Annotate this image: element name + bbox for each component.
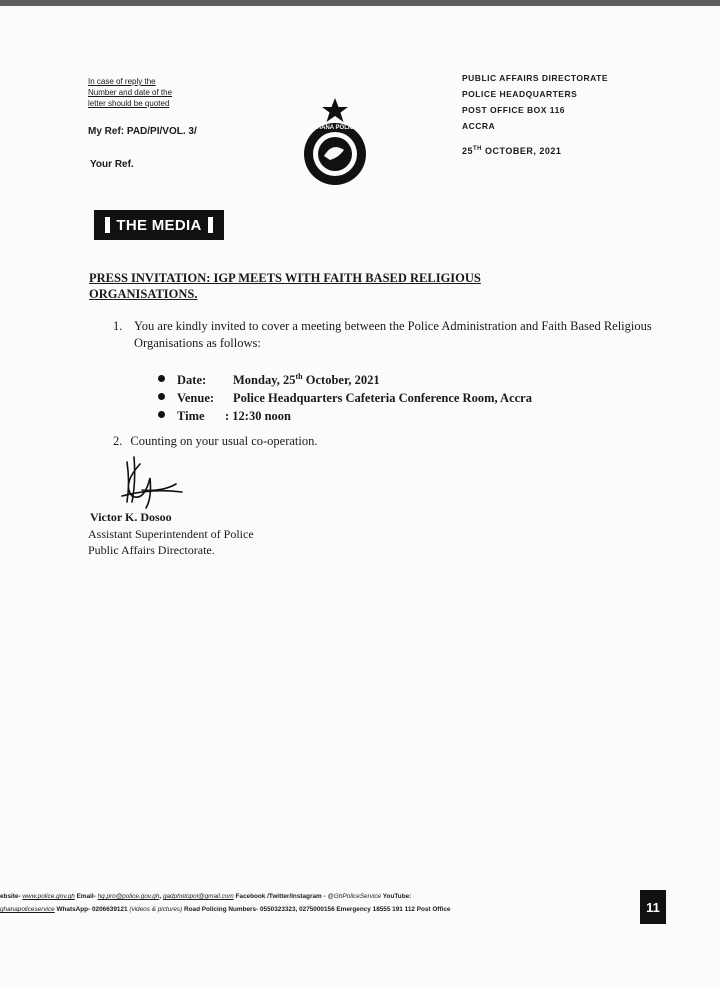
paragraph-number: 1. [113, 319, 123, 333]
scan-edge [0, 0, 720, 6]
crest-text: GHANA POLICE [312, 125, 358, 131]
address-block [462, 70, 608, 134]
signatory-title: Assistant Superintendent of Police [88, 527, 254, 541]
signatory-department: Public Affairs Directorate. [88, 543, 215, 557]
address-line: ACCRA [462, 121, 496, 131]
detail-label: Date: [177, 373, 207, 388]
footer-badge: 11 [640, 890, 666, 924]
detail-time [158, 407, 532, 425]
recipient-label: THE MEDIA [116, 216, 202, 234]
subject-line: PRESS INVITATION: IGP MEETS WITH FAITH BASED RELIGIOUS [89, 271, 481, 285]
bullet-icon [158, 393, 165, 400]
social-handle: @GhPoliceService [327, 893, 382, 900]
ghana-police-crest-icon [294, 96, 376, 188]
reference-note [88, 76, 198, 109]
footer-line-1: ebsite- www.police.gov.gh Email- hq.pro@police.gov.gh, gadphotopol@gmail.com Facebook /Twitter/Instagram - @GhPoliceService YouTube: [0, 893, 412, 900]
paragraph-text: Counting on your usual co-operation. [130, 434, 318, 448]
paragraph-2 [113, 434, 318, 449]
email-link-2[interactable]: gadphotopol@gmail.com [162, 893, 234, 900]
bullet-icon [158, 375, 165, 382]
address-line: POLICE HEADQUARTERS [462, 89, 578, 99]
paragraph-1 [113, 318, 673, 352]
your-reference: Your Ref. [90, 159, 134, 170]
address-line: PUBLIC AFFAIRS DIRECTORATE [462, 73, 609, 83]
detail-value: Monday, 25th October, 2021 [233, 372, 380, 388]
detail-value: Police Headquarters Cafeteria Conference Room, Accra [233, 391, 532, 406]
signatory-details [88, 526, 254, 558]
paragraph-number: 2. [113, 434, 123, 448]
detail-value: : 12:30 noon [225, 409, 291, 424]
footer-line-2: ghanapoliceservice WhatsApp- 0206639121 (videos & pictures) Road Policing Numbers- 0550323323, 0275000156 Emergency 18555 191 112 Post Office [0, 906, 451, 913]
bullet-icon [158, 411, 165, 418]
meeting-details [158, 368, 532, 425]
date-rest: OCTOBER, 2021 [482, 146, 562, 156]
my-reference: My Ref: PAD/PI/VOL. 3/ [88, 126, 197, 137]
subject-heading [89, 270, 569, 302]
detail-label: Venue: [177, 391, 215, 406]
reference-note-line: Number and date of the [88, 88, 173, 97]
youtube-link[interactable]: ghanapoliceservice [0, 906, 55, 913]
date-suffix: TH [473, 146, 483, 152]
website-link[interactable]: www.police.gov.gh [22, 893, 75, 900]
reference-note-line: letter should be quoted [88, 99, 170, 108]
detail-date [158, 368, 532, 389]
recipient-box [94, 210, 224, 240]
letter-date [462, 146, 561, 156]
subject-line: ORGANISATIONS. [89, 287, 198, 301]
date-day: 25 [462, 146, 474, 156]
box-mark-right [208, 217, 213, 233]
detail-venue [158, 389, 532, 407]
paragraph-text: You are kindly invited to cover a meeting between the Police Administration and Faith Based Religious Organisations as follows: [134, 319, 652, 350]
reference-note-line: In case of reply the [88, 77, 156, 86]
signatory-name: Victor K. Dosoo [90, 510, 172, 524]
address-line: POST OFFICE BOX 116 [462, 105, 566, 115]
footer-contacts [0, 890, 636, 916]
email-link[interactable]: hq.pro@police.gov.gh [97, 893, 160, 900]
detail-label: Time [177, 409, 205, 424]
box-mark-left [105, 217, 110, 233]
